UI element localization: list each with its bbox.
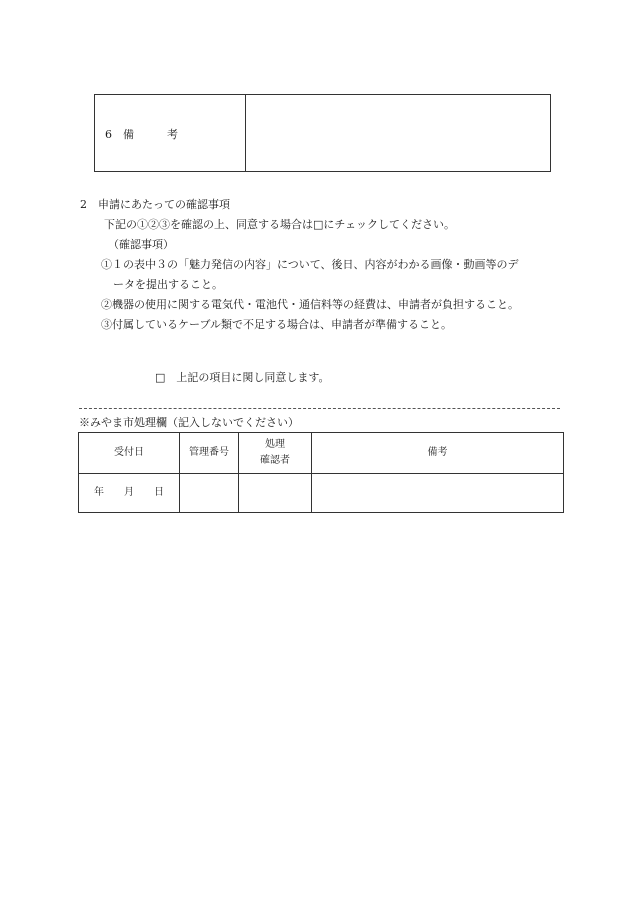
office-use-table — [78, 432, 564, 513]
office-table-header-row — [79, 433, 564, 474]
section2-intro: 下記の①②③を確認の上、同意する場合は□にチェックしてください。 — [104, 218, 456, 231]
management-number-cell — [180, 474, 239, 513]
confirm-item-2: ②機器の使用に関する電気代・電池代・通信料等の経費は、申請者が負担すること。 — [101, 298, 519, 311]
agree-row — [148, 356, 330, 385]
remarks-divider — [245, 95, 246, 171]
processor-header-line1: 処理 — [265, 439, 285, 450]
section2-subheading: （確認事項） — [108, 238, 174, 251]
processor-header-line2: 確認者 — [260, 455, 290, 466]
section2-title: 2 申請にあたっての確認事項 — [80, 198, 230, 211]
processor-header — [239, 433, 312, 474]
remarks-header: 備考 — [312, 433, 564, 474]
agree-label: 上記の項目に関し同意します。 — [176, 371, 330, 384]
received-date-header: 受付日 — [79, 433, 180, 474]
office-section-title: ※みやま市処理欄（記入しないでください） — [79, 416, 299, 429]
confirm-item-3: ③付属しているケーブル類で不足する場合は、申請者が準備すること。 — [101, 318, 453, 331]
processor-cell — [239, 474, 312, 513]
office-table-row — [79, 474, 564, 513]
management-number-header: 管理番号 — [180, 433, 239, 474]
confirm-item-1: ①１の表中３の「魅力発信の内容」について、後日、内容がわかる画像・動画等のデ — [101, 258, 519, 271]
remarks-box — [94, 94, 551, 172]
remarks-label: 6 備 考 — [105, 128, 178, 141]
confirm-item-1-cont: ータを提出すること。 — [113, 278, 223, 291]
cut-line — [79, 408, 560, 409]
agree-checkbox[interactable]: □ — [155, 371, 166, 384]
received-date-cell: 年 月 日 — [79, 474, 180, 513]
remarks-cell — [312, 474, 564, 513]
